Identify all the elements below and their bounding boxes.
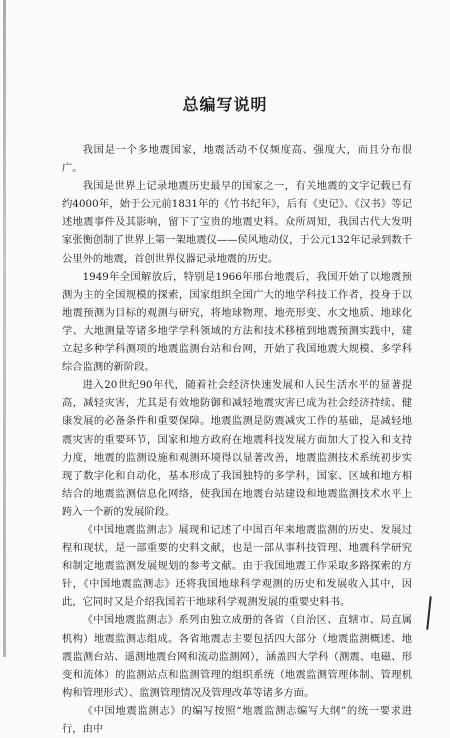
paragraph-4: 进入20世纪90年代，随着社会经济快速发展和人民生活水平的显著提高，减轻灾害，尤其是有效地防御和减轻地震灾害已成为社会经济持续、健康发展的必备条件和重要保障。地震监测是防震减灾工作的基础，是减轻地震灾害的重要环节，国家和地方政府在地震科技发展方面加大了投入和支持力度，地震的监测设施和观测环境得以显著改善，地震监测技术系统初步实现了数字化和自动化，基本形成了我国独特的多学科，国家、区域和地方相结合的地震监测信息化网络，使我国在地震台站建设和地震监测技术水平上跨入一个新的发展阶段。 <box>62 379 412 518</box>
paragraph-7: 《中国地震监测志》的编写按照“地震监测志编写大纲”的统一要求进行，由中 <box>62 704 412 735</box>
handwritten-margin-mark <box>426 596 432 630</box>
page-title: 总编写说明 <box>182 95 268 114</box>
paragraph-3: 1949年全国解放后，特别是1966年邢台地震后，我国开始了以地震预测为主的全国规模的探索，国家组织全国广大的地学科技工作者，投身于以地震预测为目标的观测与研究，将地球物理、地壳形变、水文地质、地球化学、大地测量等诸多地学学科领域的方法和技术移植到地震预测实践中，建立起多种学科测项的地震监测台站和台网，开始了我国地震大规模、多学科综合监测的新阶段。 <box>62 270 412 374</box>
body-text <box>62 141 412 738</box>
paragraph-1: 我国是一个多地震国家，地震活动不仅频度高、强度大，而且分布很广。 <box>62 144 412 175</box>
paragraph-5: 《中国地震监测志》展现和记述了中国百年来地震监测的历史、发展过程和现状，是一部重要的史料文献，也是一部从事科技管理、地震科学研究和制定地震监测发展规划的参考文献。由于我国地震工作采取多路探索的方针，《中国地震监测志》还将我国地球科学观测的历史和发展收入其中，因此，它同时又是介绍我国若干地球科学观测发展的重要史料书。 <box>62 523 412 609</box>
paragraph-2: 我国是世界上记录地震历史最早的国家之一，有关地震的文字记载已有约4000年，始于公元前1831年的《竹书纪年》，后有《史记》、《汉书》等记述地震事件及其影响，留下了宝贵的地震史料。众所周知，我国古代大发明家张衡创制了世界上第一架地震仪——侯风地动仪，于公元132年记录到数千公里外的地震，首创世界仪器记录地震的历史。 <box>62 180 412 265</box>
paragraph-6: 《中国地震监测志》系列由独立成册的各省（自治区、直辖市、局直属机构）地震监测志组成。各省地震志主要包括四大部分（地震监测概述、地震监测台站、遥测地震台网和流动监测网），涵盖四大学科（测震、电磁、形变和流体）的监测站点和监测管理的组织系统（地震监测管理体制、管理机构和管理形式）、监测管理情况及管理改革等诸多方面。 <box>62 614 412 699</box>
